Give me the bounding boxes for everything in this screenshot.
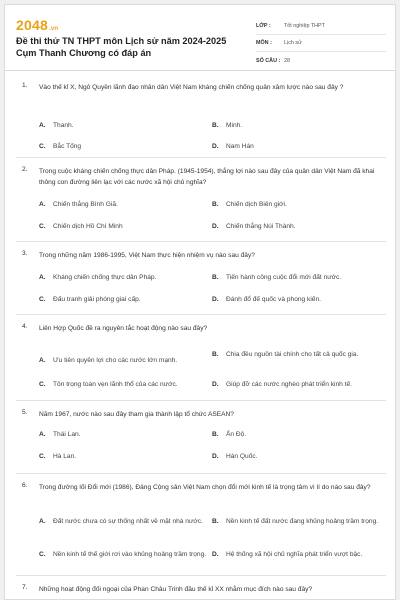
option-letter: C.: [39, 453, 46, 460]
question-number: 1.: [22, 82, 28, 89]
divider: [16, 473, 386, 474]
option-letter: C.: [39, 143, 46, 150]
option-a[interactable]: [39, 273, 199, 284]
option-c[interactable]: [39, 452, 199, 463]
option-text: Giúp đỡ các nước nghèo phát triển kinh tế.: [226, 381, 352, 388]
option-a[interactable]: [39, 430, 199, 441]
option-letter: B.: [212, 431, 219, 438]
option-text: Tôn trọng toàn vẹn lãnh thổ của các nước.: [53, 381, 178, 388]
option-letter: A.: [39, 357, 46, 365]
option-letter: D.: [212, 551, 219, 559]
option-letter: A.: [39, 274, 46, 281]
option-letter: C.: [39, 296, 46, 303]
question-4: [5, 323, 396, 395]
option-text: Kháng chiến chống thực dân Pháp.: [53, 274, 157, 281]
option-letter: A.: [39, 122, 46, 129]
option-text: Đánh đổ đế quốc và phong kiến.: [226, 296, 321, 303]
logo-main: 2048: [16, 17, 48, 33]
question-7: [5, 584, 396, 598]
option-letter: B.: [212, 274, 219, 281]
meta-row-count: [256, 52, 386, 69]
option-text: Thanh.: [53, 122, 74, 129]
option-c[interactable]: [39, 545, 207, 566]
question-number: 3.: [22, 250, 28, 257]
option-a[interactable]: [39, 121, 199, 132]
question-6: [5, 482, 396, 572]
question-2: [5, 166, 396, 236]
option-d[interactable]: [212, 222, 384, 233]
option-letter: B.: [212, 351, 219, 359]
option-letter: D.: [212, 296, 219, 303]
option-d[interactable]: [212, 380, 390, 391]
option-letter: A.: [39, 518, 46, 526]
option-text: Ưu tiên quyền lợi cho các nước lớn mạnh.: [53, 357, 178, 365]
question-text: Vào thế kỉ X, Ngô Quyền lãnh đạo nhân dân Việt Nam kháng chiến chống quân xâm lược nào sau đây ?: [39, 84, 344, 91]
option-text: Đấu tranh giải phóng giai cấp.: [53, 296, 141, 303]
question-text: Năm 1967, nước nào sau đây tham gia thành lập tổ chức ASEAN?: [39, 411, 234, 418]
option-b[interactable]: [212, 345, 384, 366]
divider: [16, 314, 386, 315]
option-text: Chiến dịch Hồ Chí Minh: [53, 223, 123, 230]
meta-row-class: [256, 18, 386, 35]
option-text: Nền kinh tế đất nước đang khủng hoảng trầm trọng.: [226, 518, 379, 526]
meta-key: MÔN :: [256, 40, 272, 46]
divider: [16, 575, 386, 576]
exam-title: Đề thi thử TN THPT môn Lịch sử năm 2024-2025 Cụm Thanh Chương có đáp án: [16, 36, 227, 58]
option-letter: C.: [39, 551, 46, 559]
question-number: 2.: [22, 166, 28, 173]
option-text: Nam Hán: [226, 143, 254, 150]
option-text: Ấn Độ.: [226, 431, 247, 438]
option-a[interactable]: [39, 200, 199, 211]
option-text: Hàn Quốc.: [226, 453, 258, 460]
question-text: Những hoạt động đối ngoại của Phan Châu Trinh đầu thế kỉ XX nhằm mục đích nào sau đây?: [39, 586, 313, 593]
question-text: Trong những năm 1986-1995, Việt Nam thực hiện nhiệm vụ nào sau đây?: [39, 252, 255, 259]
option-b[interactable]: [212, 430, 384, 441]
option-d[interactable]: [212, 545, 384, 566]
option-b[interactable]: [212, 273, 384, 284]
option-text: Chiến thắng Núi Thành.: [226, 223, 296, 230]
question-text: Trong cuộc kháng chiến chống thực dân Pháp. (1945-1954), thắng lợi nào sau đây của quân dân Việt Nam đã khai thông con đường liên lạc với các nước xã hội chủ nghĩa?: [39, 168, 375, 186]
option-text: Tiến hành công cuộc đổi mới đất nước.: [226, 274, 342, 281]
option-letter: D.: [212, 381, 219, 388]
question-number: 7.: [22, 584, 28, 591]
option-text: Chia đều nguồn tài chính cho tất cả quốc gia.: [226, 351, 359, 359]
option-letter: B.: [212, 201, 219, 208]
logo-suffix: .vn: [48, 26, 59, 32]
option-b[interactable]: [212, 512, 384, 533]
option-a[interactable]: [39, 512, 207, 533]
option-text: Bắc Tống: [53, 143, 82, 150]
option-letter: A.: [39, 201, 46, 208]
divider: [16, 400, 386, 401]
option-b[interactable]: [212, 121, 384, 132]
meta-key: LỚP :: [256, 23, 271, 29]
meta-value: Lịch sử: [284, 40, 302, 46]
option-text: Đất nước chưa có sự thống nhất về mặt nhà nước.: [53, 518, 203, 526]
option-text: Thái Lan.: [53, 431, 81, 438]
option-letter: D.: [212, 143, 219, 150]
question-text: Trong đường lối Đổi mới (1986), Đảng Cộng sản Việt Nam chọn đổi mới kinh tế là trọng tâm vì lí do nào sau đây?: [39, 484, 371, 491]
option-d[interactable]: [212, 295, 384, 306]
site-logo[interactable]: [16, 17, 58, 33]
option-text: Minh.: [226, 122, 243, 129]
exam-header: [5, 5, 395, 71]
question-3: [5, 250, 396, 310]
option-c[interactable]: [39, 142, 199, 153]
option-c[interactable]: [39, 222, 199, 233]
option-c[interactable]: [39, 295, 199, 306]
question-number: 6.: [22, 482, 28, 489]
meta-value: Tốt nghiệp THPT: [284, 23, 325, 29]
option-d[interactable]: [212, 452, 384, 463]
meta-value: 28: [284, 57, 290, 64]
option-text: Hệ thống xã hội chủ nghĩa phát triển vượt bậc.: [226, 551, 363, 559]
option-a[interactable]: [39, 351, 209, 372]
option-c[interactable]: [39, 380, 211, 391]
option-text: Chiến thắng Bình Giã.: [53, 201, 118, 208]
exam-meta: [256, 18, 386, 69]
option-letter: C.: [39, 381, 46, 388]
question-1: [5, 82, 396, 152]
option-b[interactable]: [212, 200, 384, 211]
option-letter: C.: [39, 223, 46, 230]
meta-key: SỐ CÂU :: [256, 57, 281, 64]
option-d[interactable]: [212, 142, 384, 153]
option-letter: A.: [39, 431, 46, 438]
question-5: [5, 409, 396, 469]
option-text: Chiến dịch Biên giới.: [226, 201, 287, 208]
option-letter: D.: [212, 453, 219, 460]
meta-row-subject: [256, 35, 386, 52]
divider: [16, 241, 386, 242]
divider: [16, 157, 386, 158]
option-letter: B.: [212, 518, 219, 526]
option-text: Hà Lan.: [53, 453, 77, 460]
exam-sheet: [4, 4, 396, 600]
question-number: 4.: [22, 323, 28, 330]
question-text: Liên Hợp Quốc đề ra nguyên tắc hoạt động nào sau đây?: [39, 325, 208, 332]
option-letter: D.: [212, 223, 219, 230]
question-number: 5.: [22, 409, 28, 416]
option-text: Nền kinh tế thế giới rơi vào khủng hoảng trầm trọng.: [53, 551, 207, 559]
option-letter: B.: [212, 122, 219, 129]
